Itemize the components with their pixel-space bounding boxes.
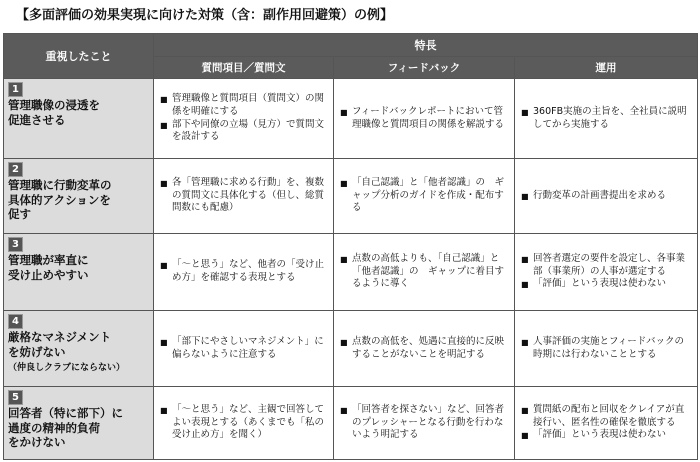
black-square-icon: ■ (340, 179, 348, 189)
list-item: ■ 行動変革の計画書提出を求める (521, 189, 667, 201)
black-square-icon: ■ (521, 431, 529, 441)
table-row (4, 387, 698, 460)
list-item: ■ 回答者選定の要件を設定し、各事業部（事業所）の人事が選定する (521, 252, 686, 277)
black-square-icon: ■ (160, 179, 168, 189)
list-item: ■ 人事評価の実施とフィードバックの時期には行わないこととする (521, 335, 685, 360)
header-operation: 運用 (515, 57, 698, 79)
table-row (4, 79, 698, 159)
header-feedback: フィードバック (334, 57, 515, 79)
header-focus: 重視したこと (4, 34, 154, 79)
page-title: 【多面評価の効果実現に向けた対策（含：副作用回避策）の例】 (16, 8, 394, 23)
feedback-cell (334, 387, 515, 460)
focus-cell (4, 234, 154, 311)
row-number-badge: 3 (8, 237, 23, 252)
list-item: ■ 点数の高低を、処遇に直接的に反映することがないことを明記する (340, 335, 505, 360)
list-item: ■ フィードバックレポートにおいて管理職像と質問項目の関係を解説する (340, 105, 505, 130)
focus-title: 管理職像の浸透を 促進させる (8, 98, 100, 127)
feedback-cell (334, 159, 515, 234)
black-square-icon: ■ (160, 120, 168, 130)
list-item: ■ 質問紙の配布と回収をクレイアが直接行い、匿名性の確保を徹底する (521, 403, 685, 428)
table-row (4, 234, 698, 311)
list-item: ■ 「評価」という表現は使わない (521, 278, 667, 290)
list-item: ■ 「～と思う」など、主観で回答してよい表現とする（あくまでも「私の受け止め方」を聞く） (160, 404, 325, 441)
list-item: ■ 各「管理職に求める行動」を、複数の質問文に具体化する（但し、総質問数にも配慮） (160, 177, 325, 214)
row-number-badge: 1 (8, 82, 23, 97)
list-item: ■ 360FB実施の主旨を、全社員に説明してから実施する (521, 105, 687, 130)
header-features: 特長 (154, 34, 698, 57)
feedback-cell (334, 234, 515, 311)
list-item: ■ 「評価」という表現は使わない (521, 429, 667, 441)
black-square-icon: ■ (521, 405, 529, 415)
questions-cell (154, 159, 334, 234)
focus-title: 厳格なマネジメント を妨げない (8, 330, 112, 359)
list-item: ■ 「～と思う」など、他者の「受け止め方」を確認する表現とする (160, 259, 325, 283)
black-square-icon: ■ (340, 406, 348, 416)
focus-cell (4, 79, 154, 159)
focus-title: 管理職が率直に 受け止めやすい (8, 253, 89, 282)
operation-cell (515, 387, 698, 460)
focus-note: （仲良しクラブにならない） (8, 363, 126, 374)
operation-cell (515, 159, 698, 234)
table-row (4, 159, 698, 234)
row-number-badge: 5 (8, 390, 23, 405)
black-square-icon: ■ (340, 255, 348, 265)
list-item: ■ 「部下にやさしいマネジメント」に偏らないように注意する (160, 335, 324, 360)
countermeasure-table (3, 33, 698, 460)
list-item: ■ 「回答者を探さない」など、回答者のプレッシャーとなる行動を行わないよう明記する (340, 404, 505, 441)
focus-cell (4, 387, 154, 460)
feedback-cell (334, 79, 515, 159)
black-square-icon: ■ (160, 337, 168, 347)
black-square-icon: ■ (521, 280, 529, 290)
questions-cell (154, 79, 334, 159)
black-square-icon: ■ (521, 254, 529, 264)
black-square-icon: ■ (160, 406, 168, 416)
list-item: ■ 管理職像と質問項目（質問文）の関係を明確にする (160, 93, 325, 117)
list-item: ■ 「自己認識」と「他者認識」の ギャップ分析のガイドを作成・配布する (340, 177, 505, 214)
focus-cell (4, 311, 154, 387)
operation-cell (515, 79, 698, 159)
row-number-badge: 4 (8, 314, 23, 329)
black-square-icon: ■ (521, 191, 529, 201)
row-number-badge: 2 (8, 162, 23, 177)
questions-cell (154, 387, 334, 460)
focus-cell (4, 159, 154, 234)
questions-cell (154, 234, 334, 311)
list-item: ■ 部下や同僚の立場（見方）で質問文を設計する (160, 118, 325, 143)
feedback-cell (334, 311, 515, 387)
focus-title: 管理職に行動変革の 具体的アクションを 促す (8, 178, 112, 222)
black-square-icon: ■ (521, 337, 529, 347)
black-square-icon: ■ (521, 107, 529, 117)
focus-title: 回答者（特に部下）に 過度の精神的負荷 をかけない (8, 406, 123, 450)
black-square-icon: ■ (340, 107, 348, 117)
questions-cell (154, 311, 334, 387)
list-item: ■ 点数の高低よりも、「自己認識」と「他者認識」の ギャップに着目するように導く (340, 253, 505, 290)
black-square-icon: ■ (160, 95, 168, 105)
black-square-icon: ■ (340, 337, 348, 347)
header-questions: 質問項目／質問文 (154, 57, 334, 79)
black-square-icon: ■ (160, 261, 168, 271)
operation-cell (515, 311, 698, 387)
table-row (4, 311, 698, 387)
operation-cell (515, 234, 698, 311)
